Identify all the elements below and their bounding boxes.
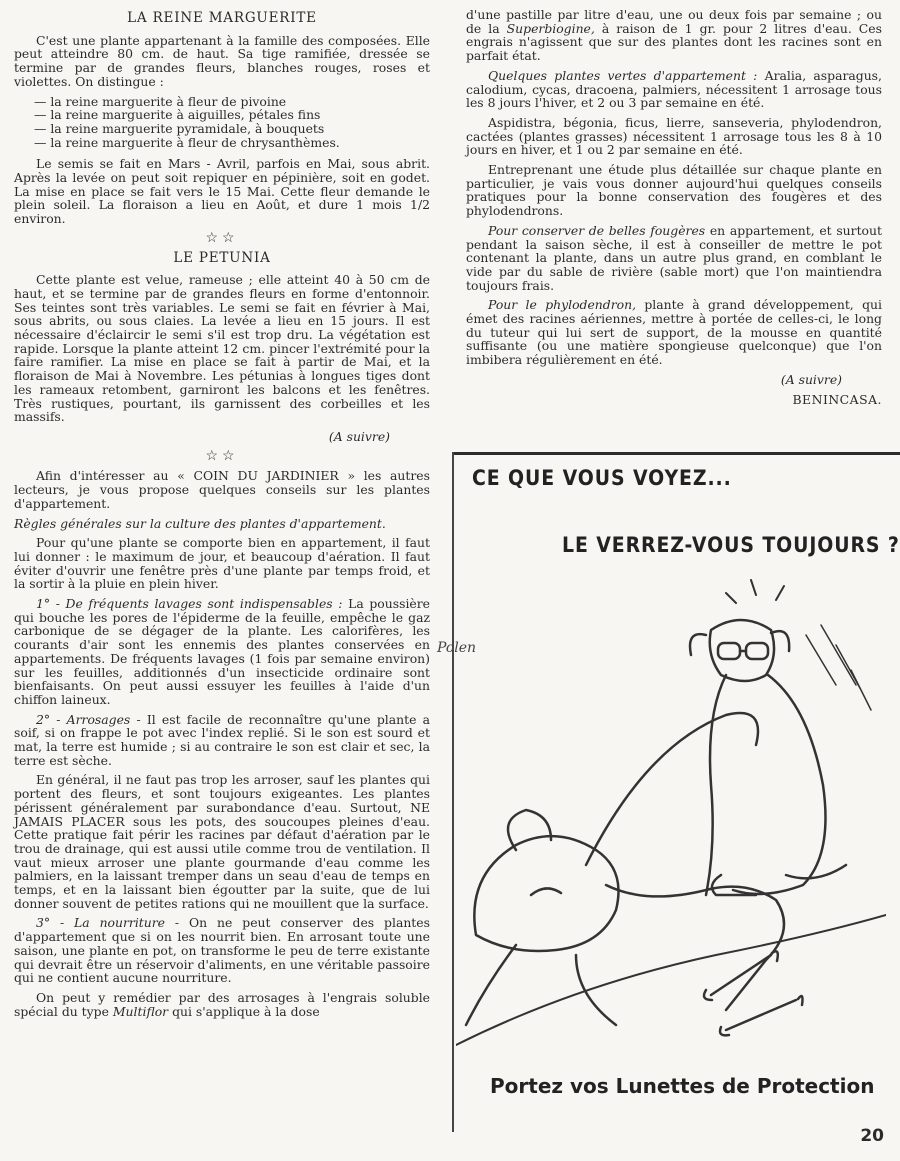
poster-top-rule <box>453 452 900 455</box>
poster-footer-slogan: Portez vos Lunettes de Protection <box>490 1074 875 1098</box>
subtitle-regles-text: Règles générales sur la culture des plantes d'appartement. <box>14 515 386 531</box>
title-petunia: LE PETUNIA <box>173 249 271 266</box>
poster-left-border <box>452 452 454 1132</box>
phylodendron-text: plante à grand développement, qui émet des racines aériennes, mettre à portée de celles-ci, le long du tuteur qui lui sert de support, de la mousse en quantité suffisante (ou une matière spongieuse quelconque) que l'on imbibera régulièrement en été. <box>466 297 882 368</box>
plantes-vertes-text: Aralia, asparagus, calodium, cycas, dracoena, palmiers, nécessitent 1 arrosage tous les 8 jours l'hiver, et 2 ou 3 par semaine en été. <box>466 67 882 111</box>
paragraph-petunia: Cette plante est velue, rameuse ; elle atteint 40 à 50 cm de haut, et se termine par de grandes fleurs en forme d'entonnoir. Ses teintes sont très variables. Le semi se fait en février à Mai, sous abrits, ou sous claies. La levée a lieu en 15 jours. Il est nécessaire d'éclaircir le semi s'il est trop dru. La végétation est rapide. Lorsque la plante atteint 12 cm. pincer l'extrémité pour la faire ramifier. La mise en place se fait à partir de Mai, et la floraison de Mai à Novembre. Les pétunias à longues tiges dont les rameaux retombent, garniront les balcons et les fenêtres. Très rustiques, pourtant, ils garnissent des corbeilles et les massifs. <box>14 272 430 425</box>
stars-separator: ☆☆ <box>205 447 239 464</box>
left-column <box>14 8 430 1024</box>
paragraph-lavages <box>14 597 430 707</box>
page-number: 20 <box>860 1126 884 1146</box>
lavages-text: La poussière qui bouche les pores de l'épiderme de la feuille, empêche le gaz carbonique de se dégager de la plante. Les calorifères, les courants d'air sont les ennemis des plantes conservées en appartements. De fréquents lavages (1 fois par semaine environ) sur les feuilles, additionnés d'un insecticide ordinaire sont bienfaisants. On peut aussi essuyer les feuilles à l'aide d'un chiffon laineux. <box>14 596 430 707</box>
paragraph-marguerite-2: Le semis se fait en Mars - Avril, parfois en Mai, sous abrit. Après la levée on peut soit repiquer en pépinière, soit en godet. La mise en place se fait vers le 15 Mai. Cette fleur demande le plein soleil. La floraison a lieu en Août, et dure 1 mois 1/2 environ. <box>14 156 430 227</box>
paragraph-etude: Entreprenant une étude plus détaillée sur chaque plante en particulier, je vais vous donner aujourd'hui quelques conseils pratiques pour la bonne conservation des fougères et des phylodendrons. <box>466 162 882 219</box>
paragraph-aspidistra: Aspidistra, bégonia, ficus, lierre, sanseveria, phylodendron, cactées (plantes grasses) nécessitent 1 arrosage tous les 8 à 10 jours en hiver, et 1 ou 2 par semaine en été. <box>466 114 882 158</box>
list-item: — la reine marguerite à fleur de pivoine <box>34 95 430 109</box>
phylodendron-label: Pour le phylodendron, <box>488 297 637 313</box>
remedier-text-b: qui s'applique à la dose <box>172 1003 320 1019</box>
continuation-text-a: d'une pastille par litre d'eau, une ou deux fois par semaine ; ou de la <box>466 7 882 36</box>
fougeres-label: Pour conserver de belles fougères <box>488 222 706 238</box>
paragraph-marguerite-1: C'est une plante appartenant à la famille des composées. Elle peut atteindre 80 cm. de haut. Sa tige ramifiée, dressée se termine par de grandes fleurs, blanches rouges, roses et violettes. On distingue : <box>14 32 430 89</box>
a-suivre-label: (A suivre) <box>328 428 390 444</box>
list-item: — la reine marguerite à fleur de chrysanthèmes. <box>34 136 430 150</box>
lavages-label: 1° - De fréquents lavages sont indispensables : <box>36 596 343 612</box>
climbing-dog-tail <box>586 713 758 865</box>
poster-headline-2: LE VERREZ-VOUS TOUJOURS ? <box>562 533 900 557</box>
author-signature: BENINCASA. <box>792 391 882 407</box>
nourriture-label: 3° - La nourriture - <box>36 915 180 931</box>
paragraph-remedier <box>14 991 430 1018</box>
arrosages-text: Il est facile de reconnaître qu'une plante a soif, si on frappe le pot avec l'index replié. Si le son est sourd et mat, la terre est humide ; si au contraire le son est clair et sec, la terre est sèche. <box>14 711 430 768</box>
poster-headline-1: CE QUE VOUS VOYEZ... <box>472 466 732 490</box>
paragraph-phylodendron <box>466 298 882 367</box>
remedier-text-a: On peut y remédier par des arrosages à l'engrais soluble spécial du type <box>14 990 430 1019</box>
brand-multiflor: Multiflor <box>112 1003 169 1019</box>
handwritten-note: Polen <box>437 640 477 656</box>
fougeres-text: en appartement, et surtout pendant la saison sèche, il est à conseiller de mettre le pot contenant la plante, dans un autre plus grand, en comblant le vide par du sable de rivière (sable mort) que l'on maintiendra toujours frais. <box>466 222 882 293</box>
plantes-vertes-label: Quelques plantes vertes d'appartement : <box>488 67 758 83</box>
nourriture-text: On ne peut conserver des plantes d'appartement que si on les nourrit bien. En arrosant toute une saison, une plante en pot, on transforme le peu de terre existante qui devrait être un réservoir d'aliments, en une véritable passoire qui ne contient aucune nourriture. <box>14 915 430 986</box>
stars-separator: ☆☆ <box>205 229 239 246</box>
list-item: — la reine marguerite pyramidale, à bouquets <box>34 122 430 136</box>
paragraph-intro: Afin d'intéresser au « COIN DU JARDINIER » les autres lecteurs, je vous propose quelques conseils sur les plantes d'appartement. <box>14 468 430 511</box>
arrosages-label: 2° - Arrosages - <box>36 711 141 727</box>
cartoon-dogs-illustration <box>456 575 886 1065</box>
brand-superbiogine: Superbiogine, <box>506 20 595 36</box>
paragraph-arrosages <box>14 713 430 768</box>
title-reine-marguerite: LA REINE MARGUERITE <box>127 10 317 26</box>
subtitle-regles <box>14 517 430 531</box>
paragraph-general: En général, il ne faut pas trop les arroser, sauf les plantes qui portent des fleurs, et sont toujours exigeantes. Les plantes périssent généralement par surabondance d'eau. Surtout, NE JAMAIS PLACER sous les pots, des soucoupes pleines d'eau. Cette pratique fait périr les racines par défaut d'aération par le trou de drainage, qui est aussi utile comme trou de ventilation. Il vaut mieux arroser une plante gourmande d'eau comme les palmiers, en la laissant tremper dans un seau d'eau de temps en temps, et en la laissant bien égoutter par la suite, que de lui donner souvent de petites rations qui ne mouillent que la surface. <box>14 772 430 911</box>
paragraph-continuation <box>466 8 882 63</box>
continuation-text-b: à raison de 1 gr. pour 2 litres d'eau. Ces engrais n'agissent que sur des plantes dont les racines sont en parfait état. <box>466 20 882 64</box>
paragraph-fougeres <box>466 224 882 293</box>
climbing-dog-body <box>606 885 784 1010</box>
list-item: — la reine marguerite à aiguilles, pétales fins <box>34 108 430 122</box>
a-suivre-label: (A suivre) <box>780 371 842 387</box>
paragraph-regles: Pour qu'une plante se comporte bien en appartement, il faut lui donner : le maximum de jour, et beaucoup d'aération. Il faut éviter d'ouvrir une fenêtre près d'une plante par temps froid, et la sortir à la pluie en plein hiver. <box>14 535 430 592</box>
paragraph-plantes-vertes <box>466 69 882 110</box>
right-column <box>466 8 882 406</box>
climbing-dog-head <box>474 836 618 951</box>
paragraph-nourriture <box>14 916 430 985</box>
list-marguerite-varieties <box>14 95 430 150</box>
goggle-dog-body <box>706 675 726 895</box>
